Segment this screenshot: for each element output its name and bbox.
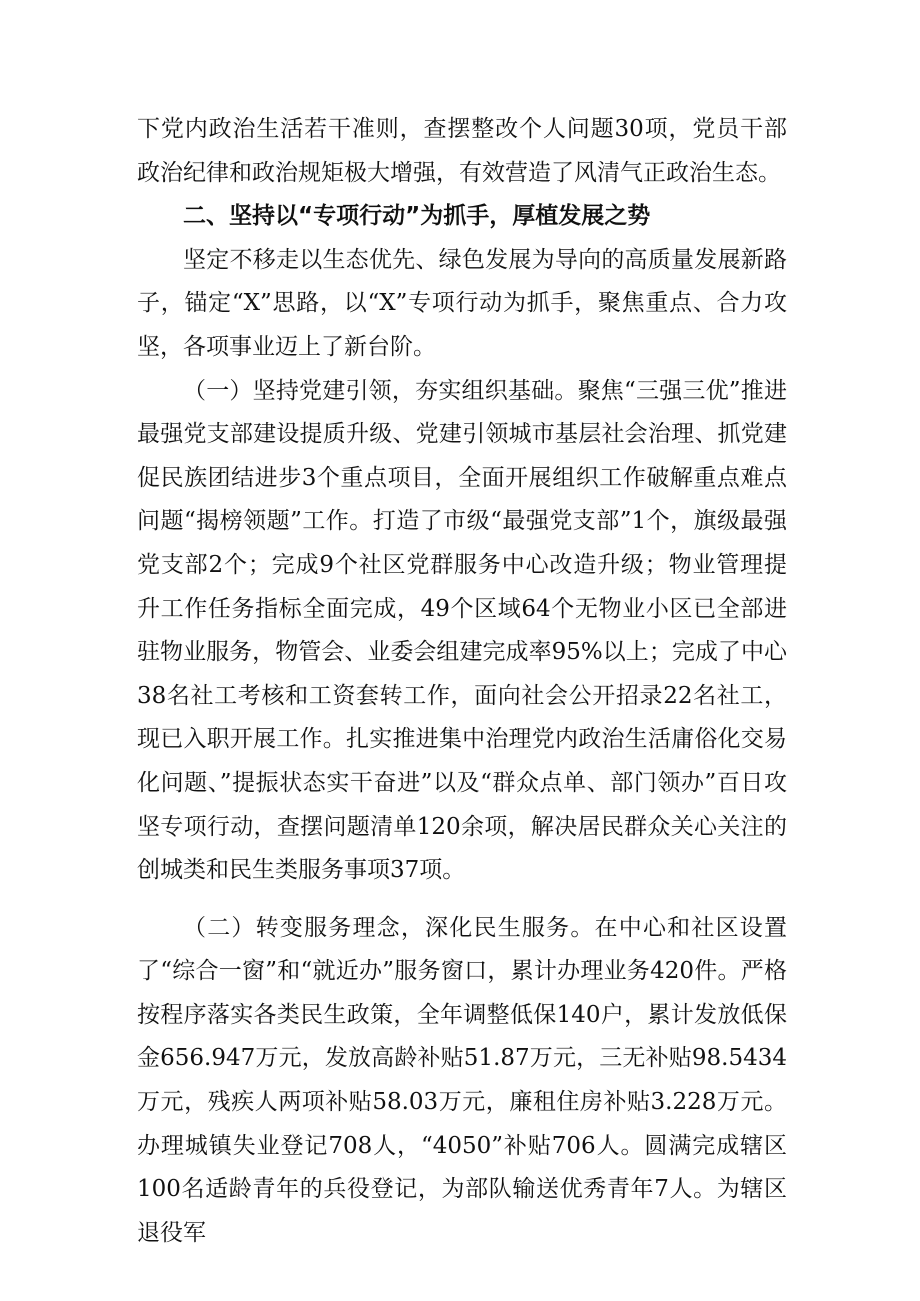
section-heading: 二、坚持以“专项行动”为抓手，厚植发展之势: [183, 203, 651, 230]
paragraph-continuation: 下党内政治生活若干准则，查摆整改个人问题30项，党员干部政治纪律和政治规矩极大增强，有效营造了风清气正政治生态。: [137, 116, 787, 186]
paragraph-party-building: （一）坚持党建引领，夯实组织基础。聚焦“三强三优”推进最强党支部建设提质升级、党建引领城市基层社会治理、抓党建促民族团结进步3个重点项目，全面开展组织工作破解重点难点问题“揭榜领题”工作。打造了市级“最强党支部”1个，旗级最强党支部2个；完成9个社区党群服务中心改造升级；物业管理提升工作任务指标全面完成，49个区域64个无物业小区已全部进驻物业服务，物管会、业委会组建完成率95%以上；完成了中心38名社工考核和工资套转工作，面向社会公开招录22名社工，现已入职开展工作。扎实推进集中治理党内政治生活庸俗化交易化问题、”提振状态实干奋进”以及“群众点单、部门领办”百日攻坚专项行动，查摆问题清单120余项，解决居民群众关心关注的创城类和民生类服务事项37项。: [137, 377, 787, 884]
paragraph-intro: 坚定不移走以生态优先、绿色发展为导向的高质量发展新路子，锚定“X”思路，以“X”专项行动为抓手，聚焦重点、合力攻坚，各项事业迈上了新台阶。: [137, 246, 787, 360]
document-body: [137, 108, 787, 1255]
paragraph-public-service: （二）转变服务理念，深化民生服务。在中心和社区设置了“综合一窗”和“就近办”服务窗口，累计办理业务420件。严格按程序落实各类民生政策，全年调整低保140户，累计发放低保金656.947万元，发放高龄补贴51.87万元，三无补贴98.5434万元，残疾人两项补贴58.03万元，廉租住房补贴3.228万元。办理城镇失业登记708人，“4050”补贴706人。圆满完成辖区100名适龄青年的兵役登记，为部队输送优秀青年7人。为辖区退役军: [137, 914, 787, 1246]
